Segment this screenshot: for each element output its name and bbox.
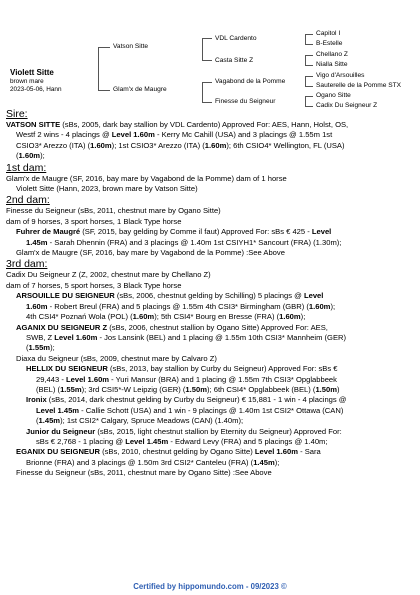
record-text: - Sara [297, 447, 321, 457]
pedigree-dds: Ogano Sitte [316, 92, 351, 99]
record-text: ) [337, 384, 340, 394]
record-text: Westf 2 wins - 4 placings @ [16, 130, 112, 140]
dam3-produce-summary: dam of 7 horses, 5 sport horses, 3 Black Type horse [6, 280, 182, 290]
dam4-offspring [6, 395, 416, 405]
dam2-offspring [6, 238, 416, 248]
record-text: ); [300, 312, 306, 322]
horse-name-bold: ARSOUILLE DU SEIGNEUR [16, 291, 115, 301]
level-value: Level [303, 291, 324, 301]
record-text: (BEL) ( [36, 384, 61, 394]
pedigree-chart [0, 0, 420, 112]
pedigree-dam: Glam'x de Maugre [113, 86, 167, 93]
level-value: 1.50m [185, 384, 207, 394]
horse-name-bold: Junior du Seigneur [26, 426, 96, 436]
level-value: 1.45m [26, 237, 48, 247]
section-heading-dam2: 2nd dam: [6, 194, 50, 207]
level-value: 1.60m [90, 140, 112, 150]
dam2-record: Finesse du Seigneur (sBs, 2011, chestnut mare by Ogano Sitte) [6, 206, 221, 216]
level-value: 1.55m [28, 343, 51, 353]
dam3-offspring [6, 302, 416, 312]
record-text: (sBs, 2015, light chestnut stallion by Eternity du Seigneur) Approved For: [95, 426, 342, 436]
record-text: ); [274, 457, 280, 467]
record-text: - Jos Lansink (BEL) and 1 placing @ 1.55m 10th CSI3* Mannheim (GER) [97, 332, 347, 342]
level-value: 1.60m [26, 301, 48, 311]
connector-line [305, 76, 306, 86]
section-heading-sire: Sire: [6, 108, 28, 120]
record-text: Brionne (FRA) and 3 placings @ 1.50m 3rd CSI2* Canteleu (FRA) ( [26, 457, 254, 467]
dam1-record: Glam'x de Maugre (SF, 2016, bay mare by Vagabond de la Pomme) dam of 1 horse [6, 173, 287, 183]
record-text: ( [16, 151, 19, 161]
horse-name-bold: Fuhrer de Maugré [16, 227, 81, 237]
record-text: (sBs, 2006, chestnut stallion by Ogano Sitte) Approved For: AES, [107, 322, 328, 332]
connector-line [202, 38, 212, 39]
dam3-offspring [6, 343, 416, 353]
record-text: - Robert Breul (FRA) and 5 placings @ 1.55m 4th CSI3* Birmingham (GBR) ( [47, 301, 309, 311]
record-text: ( [36, 416, 39, 426]
record-text: ); 5th CSI4* Bourg en Bresse (FRA) ( [154, 312, 280, 322]
level-value: Level 1.60m [65, 374, 110, 384]
dam4-offspring [6, 427, 416, 437]
connector-line [305, 65, 313, 66]
dam2-offspring: Glam'x de Maugre (SF, 2016, bay mare by Vagabond de la Pomme) :See Above [16, 248, 285, 258]
pedigree-sire-dam: Casta Sitte Z [215, 57, 254, 64]
connector-line [98, 47, 110, 48]
connector-line [305, 55, 306, 65]
level-value: 1.60m [132, 312, 155, 322]
level-value: 1.45m [38, 416, 61, 426]
record-text: (SF, 2015, bay gelding by Comme il faut) Approved For: sBs € 425 - [80, 227, 312, 237]
record-text: sBs € 2,768 - 1 placing @ [36, 436, 126, 446]
record-text: (sBs, 2006, chestnut gelding by Schilling) 5 placings @ [114, 291, 304, 301]
pedigree-dsd: Sauterelle de la Pomme STX [316, 82, 402, 89]
dam2-produce-summary: dam of 9 horses, 3 sport horses, 1 Black Type horse [6, 216, 182, 226]
dam3-offspring [6, 291, 416, 301]
horse-name-bold: Ironix [26, 395, 47, 405]
record-text: (sBs, 2010, chestnut gelding by Ogano Sitte) [99, 447, 255, 457]
performance-record [6, 108, 416, 479]
dam3-offspring [6, 312, 416, 322]
record-text: - Edward Levy (FRA) and 5 placings @ 1.40m; [168, 436, 328, 446]
record-text: (sBs, 2013, bay stallion by Curby du Seigneur) Approved For: sBs € [107, 364, 338, 374]
record-text: SWB, Z [26, 332, 55, 342]
record-text: ); [50, 343, 55, 353]
dam4-offspring [6, 416, 416, 426]
dam4-offspring [6, 385, 416, 395]
connector-line [305, 34, 313, 35]
level-value: 1.60m [279, 312, 301, 322]
connector-line [305, 96, 313, 97]
sire-record [6, 120, 416, 130]
level-value: Level 1.45m [125, 436, 169, 446]
pedigree-ssd: B-Estelle [316, 40, 343, 47]
sire-record [6, 130, 416, 140]
section-heading-dam1: 1st dam: [6, 161, 47, 174]
dam3-offspring [6, 458, 416, 468]
horse-sex-color: brown mare [10, 78, 44, 85]
dam4-offspring [6, 375, 416, 385]
section-heading-dam3: 3rd dam: [6, 258, 48, 271]
connector-line [305, 96, 306, 106]
record-text: - Callie Schott (USA) and 1 win - 9 placings @ 1.40m 1st CSI2* Ottawa (CAN) [79, 405, 344, 415]
level-value: 1.45m [253, 457, 275, 467]
connector-line [305, 86, 313, 87]
horse-birth: 2023-05-06, Hann [10, 86, 62, 93]
record-text: 29,443 - [36, 374, 66, 384]
level-value: Level [311, 227, 332, 237]
certification-footer: Certified by hippomundo.com - 09/2023 © [133, 582, 287, 591]
connector-line [202, 82, 212, 83]
record-text: ); 1st CSIO3* Arezzo (ITA) ( [111, 140, 205, 150]
record-text: - Sarah Dhennin (FRA) and 3 placings @ 1.40m 1st CSIYH1* Sancourt (FRA) (1.30m); [47, 237, 342, 247]
pedigree-sire-sire: VDL Cardento [215, 35, 257, 42]
dam3-offspring: Diaxa du Seigneur (sBs, 2009, chestnut mare by Calvaro Z) [16, 353, 217, 363]
record-text: ); [40, 151, 45, 161]
record-text: - Yuri Mansur (BRA) and 1 placing @ 1.55m 7th CSI3* Opglabbeek [109, 374, 337, 384]
horse-name: Violett Sitte [10, 68, 54, 77]
level-value: 1.50m [315, 384, 337, 394]
level-value: 1.60m [204, 140, 227, 150]
record-text: ); 1st CSI2* Calgary, Spruce Meadows (CAN) (1.40m); [60, 416, 244, 426]
record-text: ); 6th CSI4* Opglabbeek (BEL) ( [206, 384, 316, 394]
pedigree-dss: Vigo d'Arsouilles [316, 72, 365, 79]
dam4-offspring [6, 364, 416, 374]
record-text: - Kerry Mc Cahill (USA) and 3 placings @ 1.55m 1st [154, 130, 333, 140]
connector-line [305, 55, 313, 56]
record-text: 4th CSI4* Poznań Wola (POL) ( [26, 312, 133, 322]
level-value: Level 1.60m [111, 130, 155, 140]
pedigree-sdd: Nialla Sitte [316, 61, 348, 68]
record-text: ); 3rd CSI5*-W Leipzig (GER) ( [81, 384, 186, 394]
pedigree-dam-dam: Finesse du Seigneur [215, 98, 276, 105]
dam4-offspring [6, 437, 416, 447]
level-value: Level 1.60m [254, 447, 298, 457]
dam3-offspring [6, 323, 416, 333]
horse-name-bold: EGANIX DU SEIGNEUR [16, 447, 100, 457]
level-value: Level 1.60m [54, 332, 98, 342]
dam1-offspring: Violett Sitte (Hann, 2023, brown mare by Vatson Sitte) [16, 184, 198, 194]
connector-line [98, 90, 110, 91]
dam3-offspring: Finesse du Seigneur (sBs, 2011, chestnut mare by Ogano Sitte) :See Above [16, 468, 272, 478]
record-text: CSIO3* Arezzo (ITA) ( [16, 140, 91, 150]
connector-line [202, 38, 203, 60]
record-text: ); 6th CSIO4* Wellington, FL (USA) [226, 140, 345, 150]
horse-name-bold: HELLIX DU SEIGNEUR [26, 364, 108, 374]
level-value: Level 1.45m [36, 405, 80, 415]
horse-name-bold: AGANIX DU SEIGNEUR Z [16, 322, 108, 332]
connector-line [202, 82, 203, 102]
pedigree-sss: Capitol I [316, 30, 341, 37]
dam3-record: Cadix Du Seigneur Z (Z, 2002, chestnut mare by Chellano Z) [6, 270, 211, 280]
connector-line [98, 47, 99, 91]
connector-line [305, 44, 313, 45]
connector-line [305, 106, 313, 107]
connector-line [305, 76, 313, 77]
pedigree-sds: Chellano Z [316, 51, 348, 58]
pedigree-dam-sire: Vagabond de la Pomme [215, 78, 286, 85]
dam2-offspring [6, 227, 416, 237]
record-text: ); [330, 301, 336, 311]
dam3-offspring [6, 447, 416, 457]
level-value: 1.60m [18, 151, 41, 161]
horse-name-bold: VATSON SITTE [6, 120, 61, 129]
sire-record [6, 151, 416, 161]
level-value: 1.55m [60, 384, 82, 394]
connector-line [202, 102, 212, 103]
connector-line [305, 34, 306, 44]
sire-record [6, 141, 416, 151]
level-value: 1.60m [308, 301, 331, 311]
record-text: ( [26, 343, 29, 353]
pedigree-sire: Vatson Sitte [113, 43, 149, 50]
record-text: (sBs, 2014, dark chestnut gelding by Curby du Seigneur) € 15,881 - 1 win - 4 placings @ [46, 395, 347, 405]
dam3-offspring [6, 333, 416, 343]
pedigree-ddd: Cadix Du Seigneur Z [316, 102, 378, 109]
dam4-offspring [6, 406, 416, 416]
connector-line [202, 60, 212, 61]
record-text: (sBs, 2005, dark bay stallion by VDL Cardento) Approved For: AES, Hann, Holst, OS, [60, 120, 349, 129]
